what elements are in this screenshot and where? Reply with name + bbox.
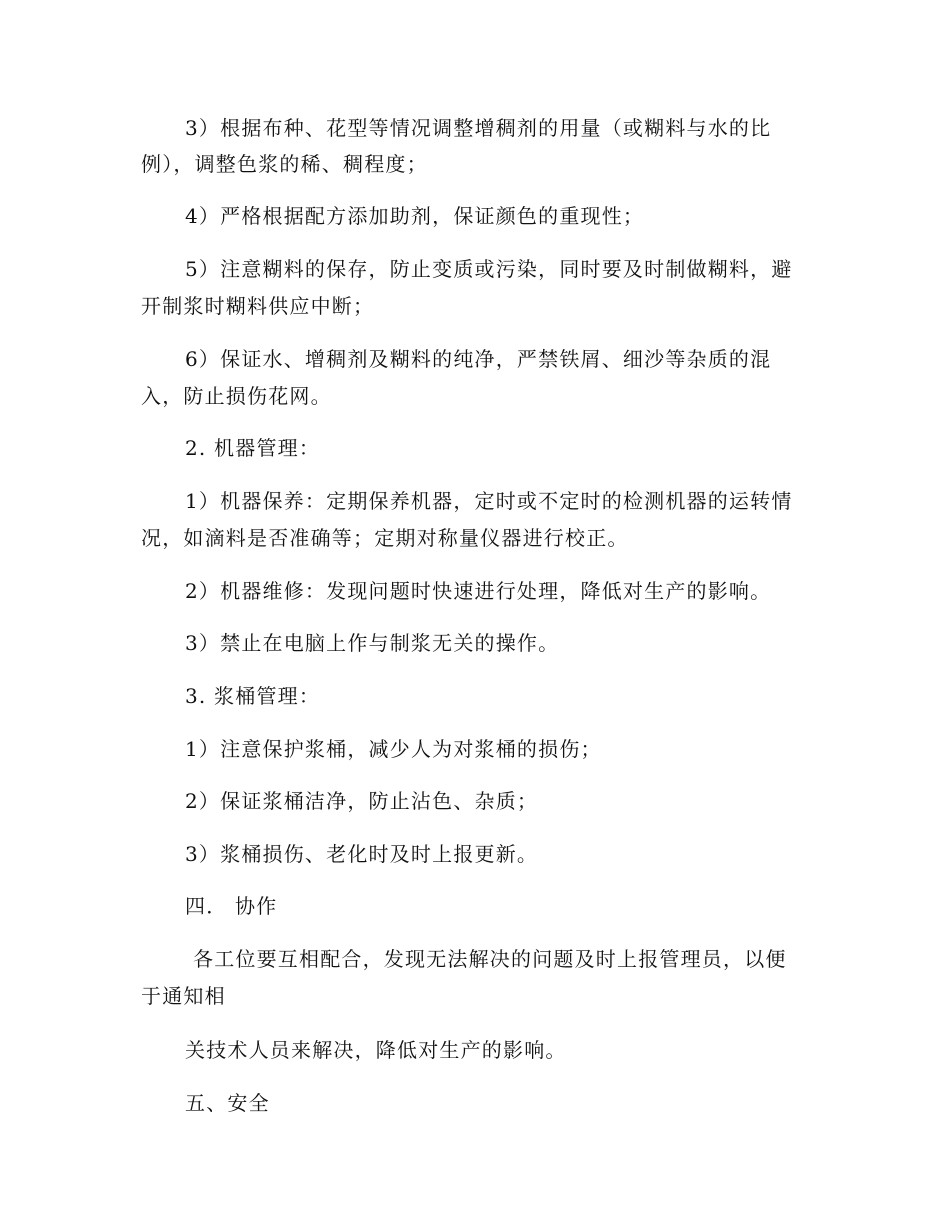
paragraph-line: 6）保证水、增稠剂及糊料的纯净，严禁铁屑、细沙等杂质的混: [185, 347, 772, 371]
paragraph-line: 入，防止损伤花网。: [141, 384, 332, 408]
paragraph-line: 2）机器维修：发现问题时快速进行处理，降低对生产的影响。: [185, 579, 772, 603]
paragraph-line: 5）注意糊料的保存，防止变质或污染，同时要及时制做糊料，避: [185, 257, 793, 281]
paragraph-line: 各工位要互相配合，发现无法解决的问题及时上报管理员，以便: [193, 947, 787, 971]
paragraph-line: 况，如滴料是否准确等；定期对称量仪器进行校正。: [141, 526, 629, 550]
section-heading: 2. 机器管理：: [185, 436, 321, 460]
paragraph-line: 4）严格根据配方添加助剂，保证颜色的重现性；: [185, 204, 645, 228]
paragraph-line: 例），调整色浆的稀、稠程度；: [141, 152, 428, 176]
section-heading: 3. 浆桶管理：: [185, 684, 321, 708]
paragraph-line: 1）机器保养：定期保养机器，定时或不定时的检测机器的运转情: [185, 489, 793, 513]
paragraph-line: 3）禁止在电脑上作与制浆无关的操作。: [185, 631, 560, 655]
paragraph-line: 3）根据布种、花型等情况调整增稠剂的用量（或糊料与水的比: [185, 116, 772, 140]
paragraph-line: 3）浆桶损伤、老化时及时上报更新。: [185, 842, 539, 866]
paragraph-line: 2）保证浆桶洁净，防止沾色、杂质；: [185, 789, 539, 813]
section-heading: 四． 协作: [185, 894, 278, 918]
paragraph-line: 1）注意保护浆桶，减少人为对浆桶的损伤；: [185, 737, 602, 761]
paragraph-line: 开制浆时糊料供应中断；: [141, 294, 375, 318]
paragraph-line: 关技术人员来解决，降低对生产的影响。: [185, 1038, 567, 1062]
paragraph-line: 于通知相: [141, 984, 226, 1008]
section-heading: 五、安全: [185, 1091, 270, 1115]
